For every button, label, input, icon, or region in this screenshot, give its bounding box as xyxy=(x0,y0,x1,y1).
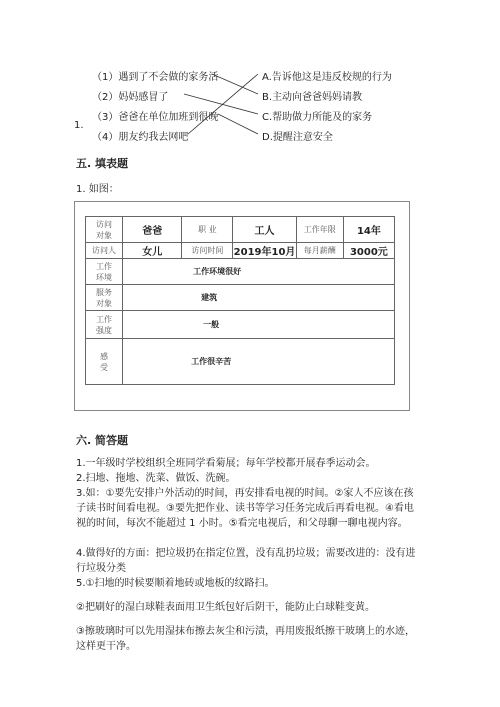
match-left-4: （4）朋友约我去网吧 xyxy=(92,132,189,143)
match-left-3: （3）爸爸在单位加班到很晚 xyxy=(92,112,219,123)
service-label: 服务 对象 xyxy=(86,285,123,311)
match-line-2-c xyxy=(184,94,258,114)
visitor2-label: 访问人 xyxy=(86,243,123,259)
section-6-title: 六. 简答题 xyxy=(76,434,129,447)
feeling-value: 工作很辛苦 xyxy=(123,339,395,385)
years-label: 工作年限 xyxy=(296,217,343,243)
intensity-value: 一般 xyxy=(123,311,395,339)
job-value: 工人 xyxy=(233,217,296,243)
section-5-q1: 1. 如图： xyxy=(76,184,119,195)
intensity-label: 工作 强度 xyxy=(86,311,123,339)
time-value: 2019年10月 xyxy=(233,243,296,259)
salary-value: 3000元 xyxy=(343,243,394,259)
match-right-d: D.提醒注意安全 xyxy=(262,132,333,143)
visitor2-value: 女儿 xyxy=(123,243,182,259)
job-label: 职 业 xyxy=(182,217,233,243)
match-left-1: （1）遇到了不会做的家务活 xyxy=(92,72,219,83)
match-right-a: A.告诉他这是违反校规的行为 xyxy=(262,72,392,83)
answer-2: 2.扫地、拖地、洗菜、做饭、洗碗。 xyxy=(76,473,236,484)
match-line-1-b xyxy=(212,74,258,94)
visitor-label: 访问 对象 xyxy=(86,217,123,243)
answer-4: 4.做得好的方面：把垃圾扔在指定位置，没有乱扔垃圾；需要改进的：没有进行垃圾分类 xyxy=(76,548,416,574)
interview-table xyxy=(85,216,395,385)
match-right-b: B.主动向爸爸妈妈请教 xyxy=(262,92,363,103)
env-label: 工作 环境 xyxy=(86,259,123,285)
feeling-label: 感 受 xyxy=(86,339,123,385)
answer-6: ②把刷好的湿白球鞋表面用卫生纸包好后阴干，能防止白球鞋变黄。 xyxy=(76,602,375,613)
years-value: 14年 xyxy=(343,217,394,243)
match-line-3-d xyxy=(218,114,258,134)
answer-3: 3.如：①要先安排户外活动的时间，再安排看电视的时间。②家人不应该在孩子读书时间看电视。③要先把作业、读书等学习任务完成后再看电视。④看电视的时间，每次不能超过 1 小时。⑤看完电视后，和父母聊一聊电视内容。 xyxy=(76,488,414,529)
answer-7: ③擦玻璃时可以先用湿抹布擦去灰尘和污渍，再用废报纸擦干玻璃上的水迹，这样更干净。 xyxy=(76,626,415,652)
env-value: 工作环境很好 xyxy=(123,259,395,285)
section-5-title: 五. 填表题 xyxy=(76,157,129,170)
question-number: 1. xyxy=(74,120,84,131)
match-right-c: C.帮助做力所能及的家务 xyxy=(262,112,373,123)
match-line-4-a xyxy=(188,74,258,134)
visitor-value: 爸爸 xyxy=(123,217,182,243)
answer-5: 5.①扫地的时候要顺着地砖或地板的纹路扫。 xyxy=(76,578,275,589)
match-left-2: （2）妈妈感冒了 xyxy=(92,92,169,103)
answer-1: 1.一年级时学校组织全班同学看菊展；每年学校都开展春季运动会。 xyxy=(76,458,376,469)
service-value: 建筑 xyxy=(123,285,395,311)
salary-label: 每月薪酬 xyxy=(296,243,343,259)
matching-lines xyxy=(0,0,500,160)
time-label: 访问时间 xyxy=(182,243,233,259)
